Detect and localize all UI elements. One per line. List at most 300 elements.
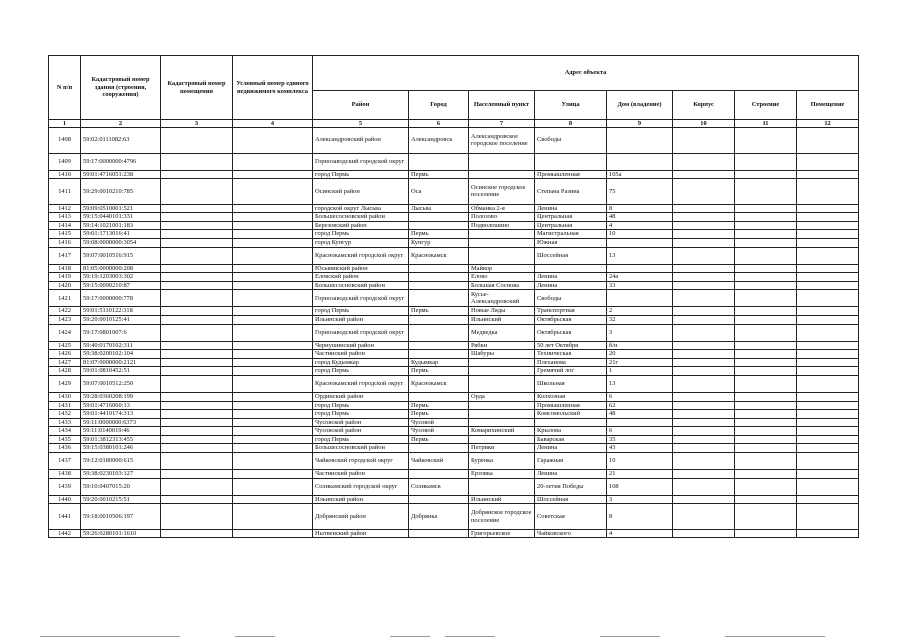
cell-cond-num [233, 307, 313, 316]
cell-cad-room [161, 367, 233, 376]
cell-cad-room [161, 470, 233, 479]
cell-district: Березовский район [313, 221, 409, 230]
cell-house: 48 [607, 410, 673, 419]
cell-street: Колхозная [535, 392, 607, 401]
cell-cond-num [233, 341, 313, 350]
cell-cad-building: 59:11:0140019:46 [81, 427, 161, 436]
table-row [49, 273, 859, 282]
cell-korpus [673, 153, 735, 170]
cell-house: 3 [607, 324, 673, 341]
cell-locality [469, 230, 535, 239]
cell-house [607, 264, 673, 273]
col-number: 10 [673, 120, 735, 128]
cell-house: 75 [607, 179, 673, 205]
cell-cad-room [161, 453, 233, 470]
cell-locality: Шабуры [469, 350, 535, 359]
cell-locality: Ерзовка [469, 470, 535, 479]
cell-cad-room [161, 341, 233, 350]
cell-cad-room [161, 529, 233, 538]
cell-district: Большесосновский район [313, 213, 409, 222]
cell-house [607, 238, 673, 247]
cell-house: 13 [607, 375, 673, 392]
cell-cad-room [161, 230, 233, 239]
cell-korpus [673, 315, 735, 324]
cell-street: Ленина [535, 281, 607, 290]
table-row [49, 290, 859, 307]
header-cad-room: Кадастровый номер помещения [161, 56, 233, 120]
cell-cad-building: 59:01:4716060:13 [81, 401, 161, 410]
registry-table [48, 55, 859, 538]
cell-locality [469, 367, 535, 376]
cell-district: городской округ Лысьва [313, 204, 409, 213]
cell-district: Горнозаводский городской округ [313, 153, 409, 170]
header-house: Дом (владение) [607, 91, 673, 120]
cell-house: 2 [607, 307, 673, 316]
cell-street: Ленина [535, 470, 607, 479]
cell-korpus [673, 179, 735, 205]
cell-street: Комсомольский [535, 410, 607, 419]
cell-stroenie [735, 350, 797, 359]
cell-locality [469, 375, 535, 392]
cell-cad-building: 81:05:0000000:208 [81, 264, 161, 273]
cell-korpus [673, 204, 735, 213]
cell-city [409, 470, 469, 479]
cell-district: Соликамский городской округ [313, 478, 409, 495]
cell-stroenie [735, 529, 797, 538]
cell-cad-room [161, 324, 233, 341]
cell-cad-building: 59:07:0010512:250 [81, 375, 161, 392]
cell-num: 1419 [49, 273, 81, 282]
cell-cond-num [233, 410, 313, 419]
cell-city [409, 444, 469, 453]
cell-stroenie [735, 324, 797, 341]
cell-cad-building: 59:18:0010506:197 [81, 504, 161, 530]
cell-pomeshchenie [797, 307, 859, 316]
cell-cad-room [161, 350, 233, 359]
cell-cad-room [161, 401, 233, 410]
cell-cad-room [161, 418, 233, 427]
cell-korpus [673, 375, 735, 392]
cell-district: Александровский район [313, 128, 409, 154]
cell-cond-num [233, 264, 313, 273]
cell-korpus [673, 470, 735, 479]
cell-city: Оса [409, 179, 469, 205]
cell-cad-building: 59:12:0180000:615 [81, 453, 161, 470]
cell-stroenie [735, 410, 797, 419]
cell-pomeshchenie [797, 529, 859, 538]
cell-cond-num [233, 418, 313, 427]
cell-num: 1431 [49, 401, 81, 410]
col-number: 11 [735, 120, 797, 128]
cell-stroenie [735, 418, 797, 427]
cell-cond-num [233, 375, 313, 392]
cell-cond-num [233, 153, 313, 170]
cell-district: Ординский район [313, 392, 409, 401]
cell-house: 20 [607, 350, 673, 359]
cell-city [409, 153, 469, 170]
col-number: 3 [161, 120, 233, 128]
cell-korpus [673, 504, 735, 530]
cell-cad-room [161, 213, 233, 222]
cell-cond-num [233, 401, 313, 410]
page-bottom-edge [0, 634, 905, 640]
cell-korpus [673, 281, 735, 290]
cell-street: Баварская [535, 435, 607, 444]
cell-cad-building: 59:11:0000000:6373 [81, 418, 161, 427]
cell-house: 3 [607, 495, 673, 504]
table-row [49, 247, 859, 264]
cell-house: 10 [607, 453, 673, 470]
cell-district: Чусовской район [313, 418, 409, 427]
cell-house: 21г [607, 358, 673, 367]
cell-cond-num [233, 529, 313, 538]
cell-stroenie [735, 341, 797, 350]
cell-cad-building: 59:01:1713016:41 [81, 230, 161, 239]
cell-locality: Ильинский [469, 495, 535, 504]
cell-korpus [673, 230, 735, 239]
header-city: Город [409, 91, 469, 120]
cell-cad-room [161, 128, 233, 154]
cell-house: 13 [607, 247, 673, 264]
table-row [49, 444, 859, 453]
cell-city: Кудымкар [409, 358, 469, 367]
cell-city [409, 495, 469, 504]
cell-locality: Елово [469, 273, 535, 282]
cell-korpus [673, 495, 735, 504]
cell-cond-num [233, 213, 313, 222]
cell-district: город Пермь [313, 170, 409, 179]
cell-city [409, 341, 469, 350]
cell-pomeshchenie [797, 204, 859, 213]
cell-street: 20-летия Победы [535, 478, 607, 495]
cell-house: 105а [607, 170, 673, 179]
cell-district: город Пермь [313, 401, 409, 410]
cell-district: Краснокамский городской округ [313, 375, 409, 392]
cell-street: Чайковского [535, 529, 607, 538]
cell-city [409, 281, 469, 290]
cell-street: Шоссейная [535, 495, 607, 504]
cell-stroenie [735, 367, 797, 376]
cell-district: Горнозаводский городской округ [313, 290, 409, 307]
cell-num: 1424 [49, 324, 81, 341]
cell-street: Гаражная [535, 453, 607, 470]
cell-num: 1413 [49, 213, 81, 222]
cell-stroenie [735, 153, 797, 170]
cell-cad-room [161, 435, 233, 444]
cell-city: Краснокамск [409, 375, 469, 392]
cell-cad-room [161, 238, 233, 247]
cell-cad-room [161, 315, 233, 324]
cell-pomeshchenie [797, 273, 859, 282]
cell-korpus [673, 238, 735, 247]
table-row [49, 315, 859, 324]
cell-street: 50 лет Октября [535, 341, 607, 350]
cell-cad-room [161, 427, 233, 436]
cell-cad-room [161, 444, 233, 453]
cell-street [535, 153, 607, 170]
cell-street: Промышленная [535, 170, 607, 179]
cell-cad-room [161, 410, 233, 419]
cell-district: Нытвенский район [313, 529, 409, 538]
cell-cad-building: 59:01:3812313:455 [81, 435, 161, 444]
table-row [49, 170, 859, 179]
cell-locality [469, 410, 535, 419]
cell-korpus [673, 341, 735, 350]
cell-city: Чусовой [409, 427, 469, 436]
table-row [49, 418, 859, 427]
cell-house: б/н [607, 341, 673, 350]
cell-korpus [673, 324, 735, 341]
cell-city: Пермь [409, 435, 469, 444]
cell-city [409, 290, 469, 307]
cell-pomeshchenie [797, 281, 859, 290]
cell-cond-num [233, 230, 313, 239]
cell-district: Горнозаводский городской округ [313, 324, 409, 341]
cell-city [409, 315, 469, 324]
cell-pomeshchenie [797, 153, 859, 170]
table-row [49, 128, 859, 154]
cell-house: 62 [607, 401, 673, 410]
cell-cond-num [233, 170, 313, 179]
cell-locality [469, 153, 535, 170]
cell-city: Кунгур [409, 238, 469, 247]
cell-stroenie [735, 392, 797, 401]
cell-house: 4 [607, 221, 673, 230]
cell-num: 1425 [49, 341, 81, 350]
cell-district: Краснокамский городской округ [313, 247, 409, 264]
table-body [49, 128, 859, 538]
cell-cond-num [233, 204, 313, 213]
cell-pomeshchenie [797, 453, 859, 470]
cell-cad-room [161, 290, 233, 307]
cell-house: 24а [607, 273, 673, 282]
cell-stroenie [735, 204, 797, 213]
cell-cad-building: 59:01:4410174:313 [81, 410, 161, 419]
cell-num: 1433 [49, 418, 81, 427]
cell-cad-building: 59:08:0000000:3054 [81, 238, 161, 247]
cell-district: город Пермь [313, 230, 409, 239]
cell-house: 6 [607, 427, 673, 436]
cell-locality: Медведка [469, 324, 535, 341]
cell-cad-building: 59:15:0090210:87 [81, 281, 161, 290]
table-row [49, 179, 859, 205]
cell-pomeshchenie [797, 392, 859, 401]
cell-district: Частинский район [313, 350, 409, 359]
header-stroenie: Строение [735, 91, 797, 120]
cell-num: 1429 [49, 375, 81, 392]
cell-cond-num [233, 495, 313, 504]
cell-cad-room [161, 179, 233, 205]
cell-locality: Григорьевское [469, 529, 535, 538]
cell-cad-room [161, 281, 233, 290]
cell-num: 1414 [49, 221, 81, 230]
cell-cad-building: 59:01:5110122:318 [81, 307, 161, 316]
cell-locality: Полозово [469, 213, 535, 222]
cell-num: 1426 [49, 350, 81, 359]
cell-cad-building: 59:14:1021001:183 [81, 221, 161, 230]
cell-stroenie [735, 435, 797, 444]
cell-street: Шоссейная [535, 247, 607, 264]
cell-pomeshchenie [797, 358, 859, 367]
cell-num: 1422 [49, 307, 81, 316]
cell-street: Магистральная [535, 230, 607, 239]
cell-district: Юсьвинский район [313, 264, 409, 273]
table-row [49, 435, 859, 444]
cell-city: Пермь [409, 401, 469, 410]
cell-street: Степана Разина [535, 179, 607, 205]
cell-locality: Александровское городское поселение [469, 128, 535, 154]
cell-stroenie [735, 427, 797, 436]
cell-cad-room [161, 153, 233, 170]
cell-pomeshchenie [797, 444, 859, 453]
cell-locality: Комарихинский [469, 427, 535, 436]
cell-house: 1 [607, 367, 673, 376]
header-korpus: Корпус [673, 91, 735, 120]
cell-num: 1416 [49, 238, 81, 247]
cell-stroenie [735, 358, 797, 367]
cell-district: Чернушинский район [313, 341, 409, 350]
cell-locality [469, 435, 535, 444]
cell-street: Гремячий лог [535, 367, 607, 376]
cell-korpus [673, 410, 735, 419]
cell-city: Александровск [409, 128, 469, 154]
cell-num: 1436 [49, 444, 81, 453]
cell-korpus [673, 435, 735, 444]
cell-cond-num [233, 358, 313, 367]
cell-korpus [673, 128, 735, 154]
cell-house: 33 [607, 281, 673, 290]
cell-stroenie [735, 128, 797, 154]
cell-house: 8 [607, 504, 673, 530]
cell-street: Советская [535, 504, 607, 530]
cell-num: 1415 [49, 230, 81, 239]
cell-cad-room [161, 221, 233, 230]
cell-street: Техническая [535, 350, 607, 359]
col-number: 6 [409, 120, 469, 128]
cell-street: Октябрьская [535, 324, 607, 341]
cell-num: 1420 [49, 281, 81, 290]
cell-district: Ильинский район [313, 315, 409, 324]
table-row [49, 410, 859, 419]
cell-cond-num [233, 315, 313, 324]
cell-pomeshchenie [797, 435, 859, 444]
table-row [49, 350, 859, 359]
table-row [49, 221, 859, 230]
header-address: Адрес объекта [313, 56, 859, 91]
col-number: 12 [797, 120, 859, 128]
cell-cond-num [233, 324, 313, 341]
cell-num: 1438 [49, 470, 81, 479]
cell-num: 1408 [49, 128, 81, 154]
cell-pomeshchenie [797, 350, 859, 359]
cell-pomeshchenie [797, 221, 859, 230]
cell-stroenie [735, 307, 797, 316]
cell-cad-building: 59:20:0010125:41 [81, 315, 161, 324]
cell-locality: Орда [469, 392, 535, 401]
cell-korpus [673, 213, 735, 222]
cell-num: 1427 [49, 358, 81, 367]
cell-korpus [673, 170, 735, 179]
table-row [49, 358, 859, 367]
cell-city: Пермь [409, 170, 469, 179]
cell-cad-building: 59:01:4716051:238 [81, 170, 161, 179]
cell-num: 1411 [49, 179, 81, 205]
cell-stroenie [735, 478, 797, 495]
cell-locality: Буренка [469, 453, 535, 470]
table-row [49, 529, 859, 538]
cell-district: Большесосновский район [313, 281, 409, 290]
col-number: 2 [81, 120, 161, 128]
cell-city [409, 350, 469, 359]
cell-cad-building: 59:20:0010215:51 [81, 495, 161, 504]
cell-stroenie [735, 281, 797, 290]
cell-district: город Кудымкар [313, 358, 409, 367]
cell-cad-building: 59:17:0000000:778 [81, 290, 161, 307]
cell-num: 1430 [49, 392, 81, 401]
cell-pomeshchenie [797, 213, 859, 222]
cell-cad-building: 59:15:0440101:331 [81, 213, 161, 222]
cell-street: Плеханова [535, 358, 607, 367]
cell-pomeshchenie [797, 179, 859, 205]
cell-house [607, 418, 673, 427]
cell-num: 1441 [49, 504, 81, 530]
cell-num: 1418 [49, 264, 81, 273]
cell-cad-room [161, 478, 233, 495]
cell-cad-room [161, 358, 233, 367]
cell-stroenie [735, 401, 797, 410]
cell-city [409, 213, 469, 222]
cell-street [535, 418, 607, 427]
cell-cad-building: 59:38:0200102:104 [81, 350, 161, 359]
cell-stroenie [735, 247, 797, 264]
cell-street: Промышленная [535, 401, 607, 410]
cell-city [409, 324, 469, 341]
cell-cad-building: 59:07:0010516:915 [81, 247, 161, 264]
header-locality: Населенный пункт [469, 91, 535, 120]
cell-district: город Пермь [313, 435, 409, 444]
cell-city [409, 392, 469, 401]
col-number: 5 [313, 120, 409, 128]
cell-cond-num [233, 470, 313, 479]
cell-pomeshchenie [797, 375, 859, 392]
col-number: 8 [535, 120, 607, 128]
cell-cond-num [233, 247, 313, 264]
cell-city [409, 221, 469, 230]
cell-street [535, 264, 607, 273]
cell-stroenie [735, 470, 797, 479]
cell-korpus [673, 221, 735, 230]
cell-cad-room [161, 170, 233, 179]
cell-num: 1428 [49, 367, 81, 376]
cell-korpus [673, 392, 735, 401]
table-row [49, 238, 859, 247]
table-row [49, 495, 859, 504]
cell-cad-building: 59:02:0111082:63 [81, 128, 161, 154]
table-row [49, 213, 859, 222]
header-street: Улица [535, 91, 607, 120]
cell-pomeshchenie [797, 230, 859, 239]
cell-stroenie [735, 453, 797, 470]
cell-cad-building: 59:17:0000000:4796 [81, 153, 161, 170]
cell-pomeshchenie [797, 290, 859, 307]
table-row [49, 230, 859, 239]
cell-locality: Рябки [469, 341, 535, 350]
cell-korpus [673, 273, 735, 282]
cell-house: 10 [607, 230, 673, 239]
header-num: N п/п [49, 56, 81, 120]
col-number: 7 [469, 120, 535, 128]
table-row [49, 453, 859, 470]
